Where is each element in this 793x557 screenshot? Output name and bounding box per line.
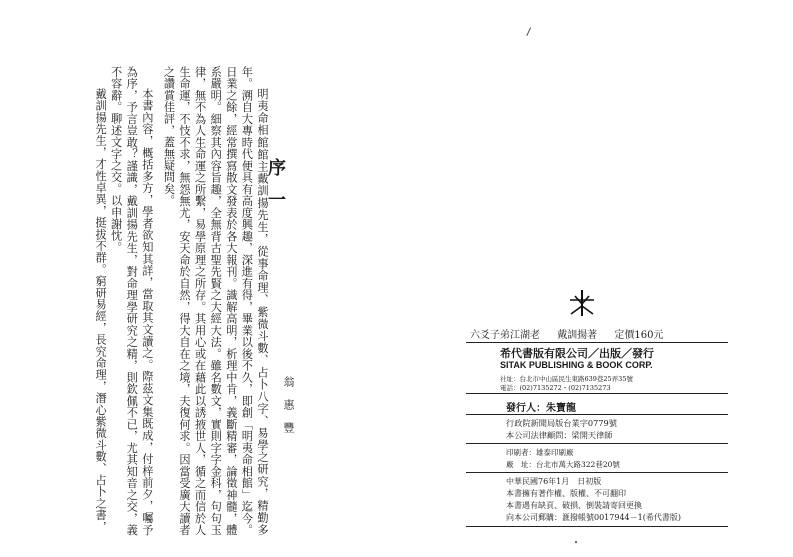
publisher-phone: 電話：(02)7135272・(02)7135273	[500, 384, 611, 392]
book-price: 定價160元	[614, 330, 664, 341]
preface-author: 翁惠豐	[282, 376, 295, 445]
preface-body	[40, 66, 270, 536]
colophon-rule-2	[466, 414, 728, 415]
stray-mark	[526, 27, 534, 37]
registration-number: 行政院新聞局版台業字0779號	[506, 418, 617, 428]
legal-advisor: 本公司法律顧問：梁開天律師	[506, 430, 613, 440]
postal-order: 向本公司郵購：滙撥帳號0017944－1(希代書版)	[506, 513, 681, 522]
publisher-name-cn: 希代書版有限公司／出版／發行	[500, 347, 654, 360]
publisher-name-en: SITAK PUBLISHING & BOOK CORP.	[500, 360, 653, 370]
publisher-logo-icon	[565, 288, 599, 318]
colophon-rule-bottom	[466, 526, 728, 527]
colophon-rule-3	[466, 443, 728, 444]
preface-paragraph-3: 戴訓揚先生，才性卓異，挺拔不群。窮研易經，長究命理，潛心紫微斗數、占卜之書，	[94, 88, 108, 533]
edition-date: 中華民國76年1月 日初版	[506, 477, 602, 486]
colophon-rule-1	[466, 393, 728, 394]
publisher-person: 發行人：朱寶龍	[506, 403, 576, 414]
factory-address: 廠 址：台北市萬大路322巷20號	[506, 460, 620, 469]
colophon-rule-4	[466, 472, 728, 473]
preface-title: 序一	[265, 158, 286, 222]
preface-paragraph-1: 明夷命相館館主戴訓揚先生，從事命理、紫微斗數、占卜八字、易學之研究，精勤多年。溯自大專時代便具有高度興趣，深進有得，畢業以後不久，即創「明夷命相館」迄今。日業之餘，經常撰寫散文發表於各大報刊。識解高明，析理中肯，義斷精審，論徵神髓，體系嚴明。細察其內容旨趣，全無背古聖先賢之大經大法。雖名數文，實則字字金科，句句玉律，無不為人生命運之所繫，易學原理之所存。其用心或在藉此以誘掖世人，循之而信於人生命運，不忮不求，無怨無尤，安天命於自然，得大自在之境，夫復何求。因當受廣大讀者之讚賞佳評，蓋無疑問矣。	[162, 66, 269, 536]
stray-dot	[575, 541, 577, 543]
book-title-line	[470, 326, 677, 341]
preface-paragraph-2: 本書內容，概括多方，學者欲知其詳，當取其文讀之。際茲文集既成，付梓前夕，囑予為序，予言豈敢？謹識，戴訓揚先生，對命理學研究之精，則欽佩不已，尤其知音之交，義不容辭。聊述文字之交。以申謝忱。	[109, 66, 154, 536]
publisher-address: 社址：台北市中山區民生東路639巷25弄35號	[500, 375, 633, 383]
colophon-rule-top	[466, 342, 728, 343]
printer: 印刷者：雄泰印刷廠	[506, 448, 574, 457]
left-page	[0, 0, 395, 557]
book-title: 六爻子弟江湖老	[470, 330, 540, 341]
book-author: 戴訓揚著	[557, 330, 598, 341]
defects-notice: 本書遇有缺頁、破損、倒裝請寄回更換	[506, 501, 642, 510]
copyright-notice: 本書擁有著作權、版權、不可翻印	[506, 489, 626, 498]
